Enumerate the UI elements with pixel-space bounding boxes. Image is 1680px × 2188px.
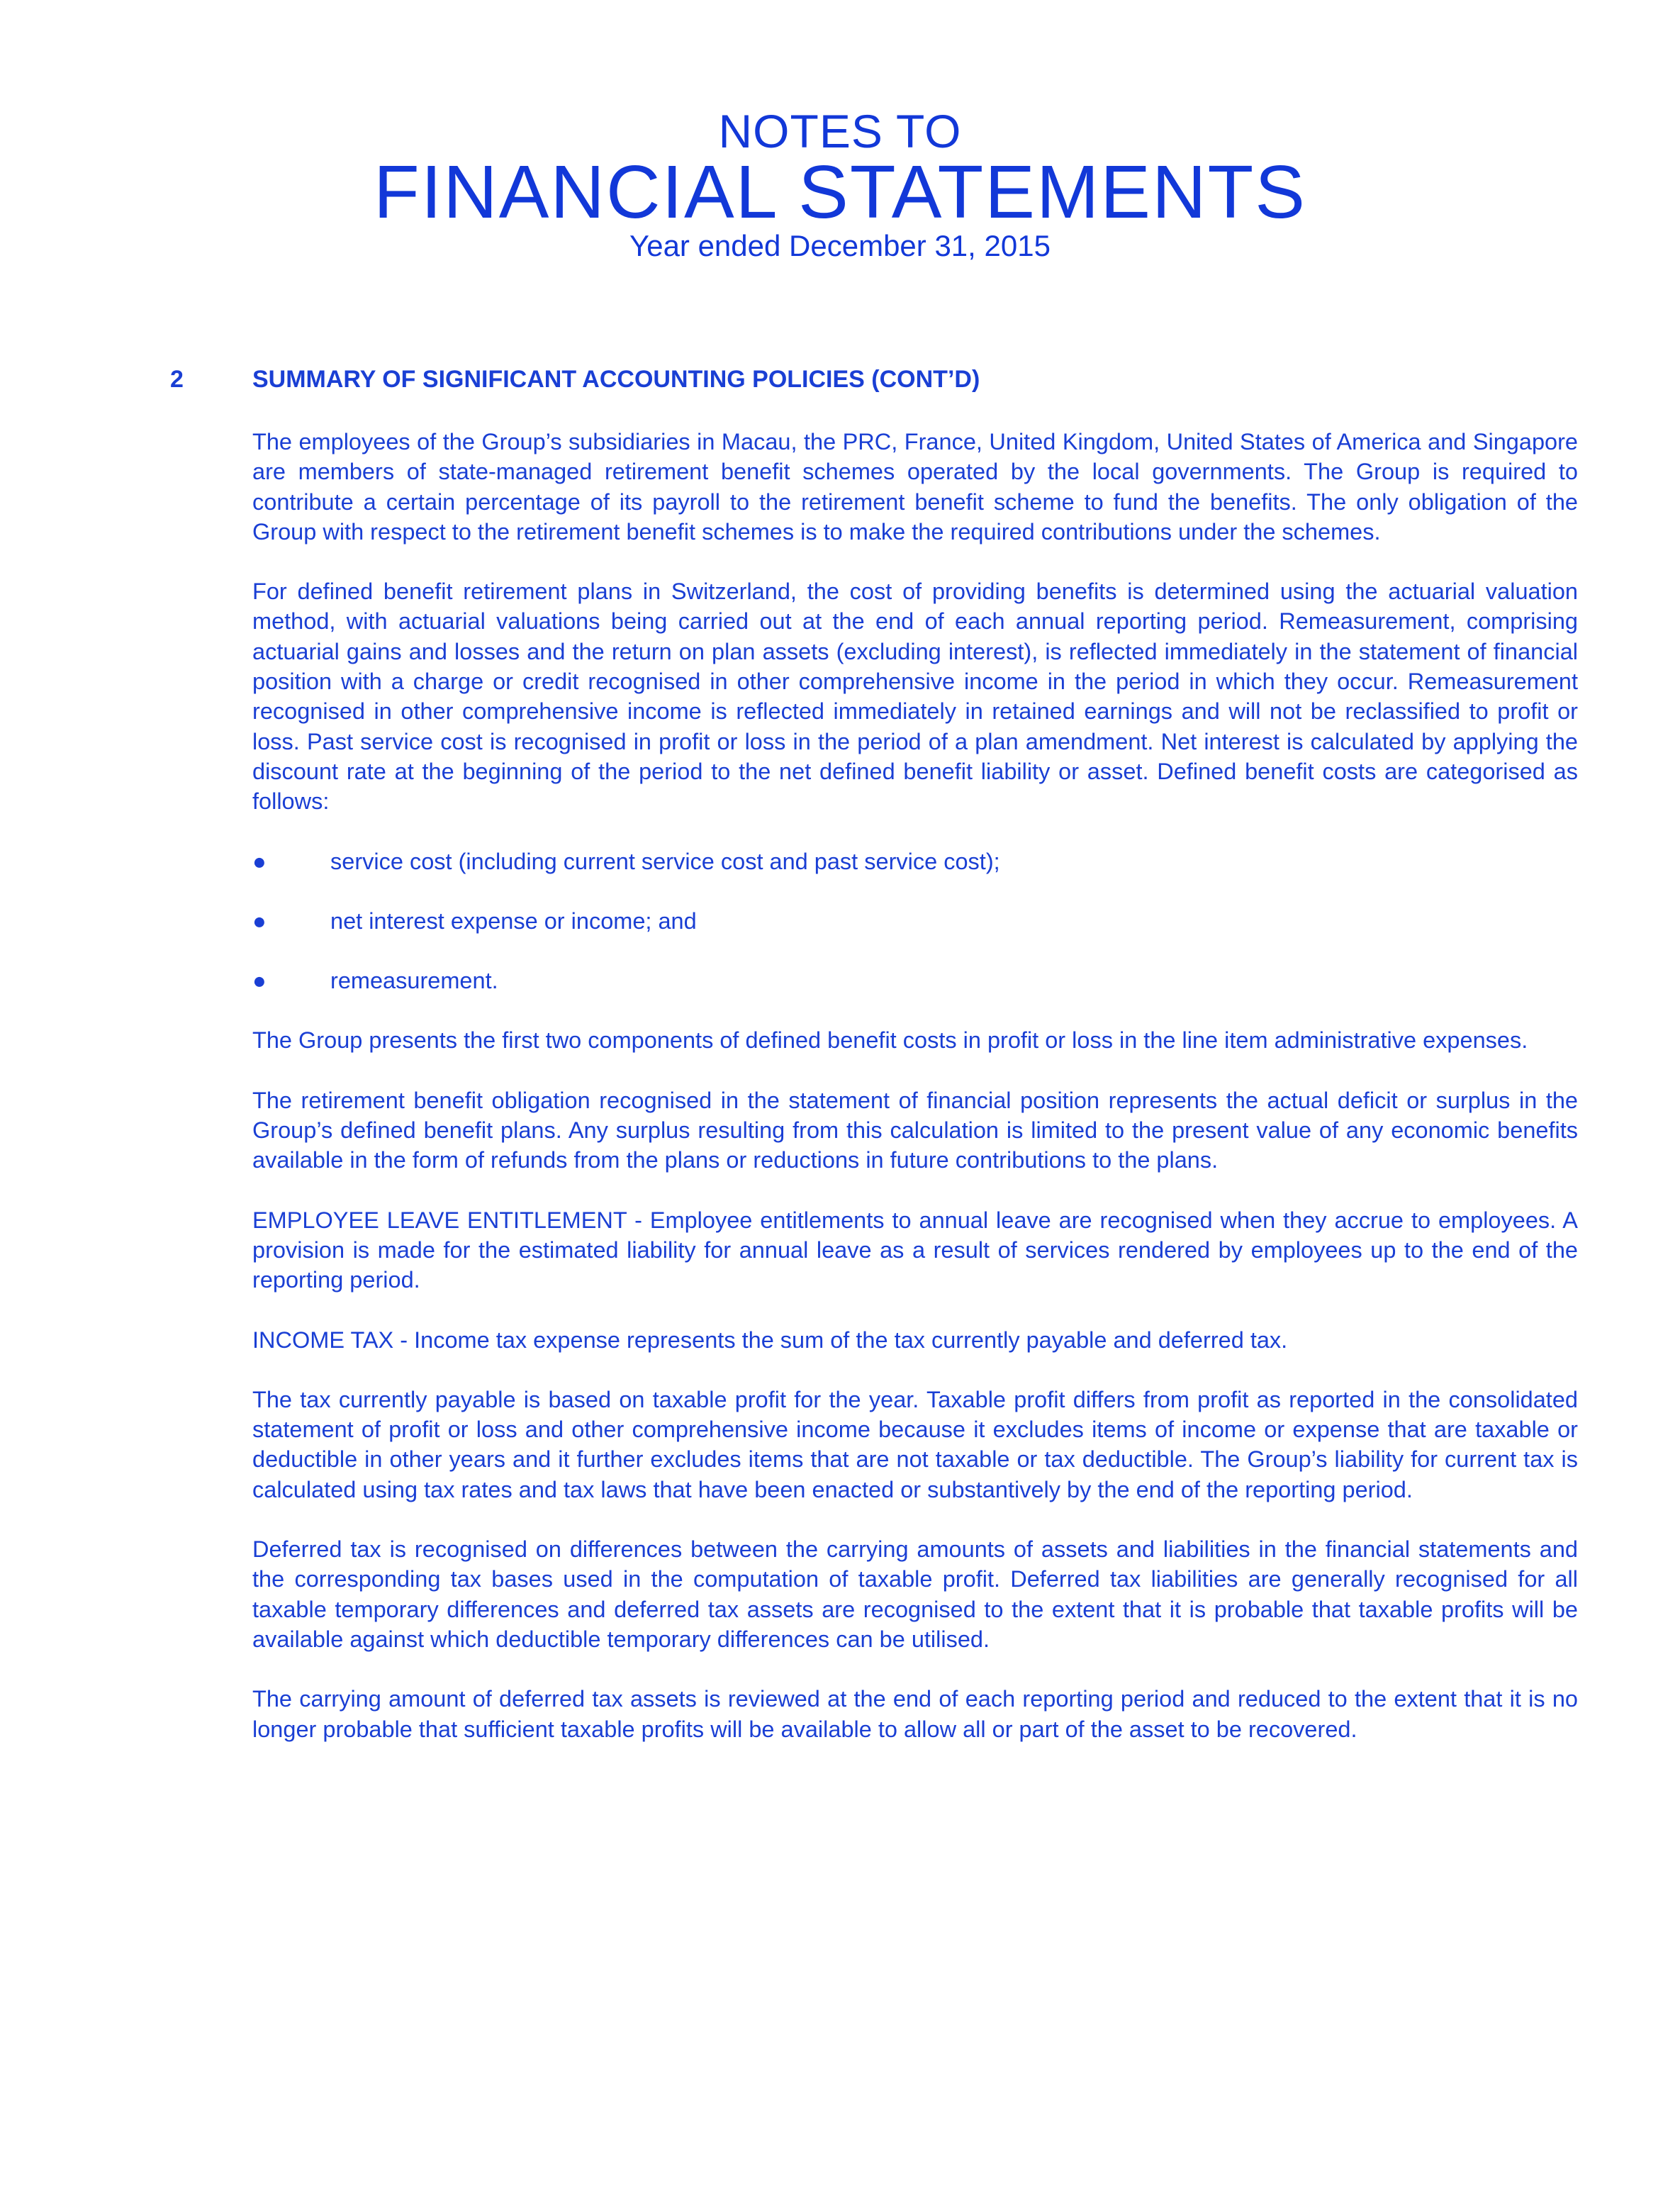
section-title: SUMMARY OF SIGNIFICANT ACCOUNTING POLICIES (CONT’D)	[252, 366, 980, 393]
benefit-costs-list	[252, 847, 1578, 996]
paragraph-deferred-tax-review: The carrying amount of deferred tax assets is reviewed at the end of each reporting period and reduced to the extent that it is no longer probable that sufficient taxable profits will be available to allow all or part of the asset to be recovered.	[252, 1686, 1578, 1742]
list-item	[252, 966, 1578, 995]
list-item-text: service cost (including current service cost and past service cost);	[330, 848, 1000, 874]
list-item-text: net interest expense or income; and	[330, 908, 697, 934]
paragraph-retirement-obligation: The retirement benefit obligation recognised in the statement of financial position represents the actual deficit or surplus in the Group’s defined benefit plans. Any surplus resulting from this calculation is limited to the present value of any economic benefits available in the form of refunds from the plans or reductions in future contributions to the plans.	[252, 1087, 1578, 1173]
section-body	[252, 427, 1578, 1774]
bullet-dot-icon: ●	[252, 848, 267, 874]
paragraph-current-tax: The tax currently payable is based on taxable profit for the year. Taxable profit differs from profit as reported in the consolidated statement of profit or loss and other comprehensive income because it excludes items of income or expense that are taxable or deductible in other years and it further excludes items that are not taxable or tax deductible. The Group’s liability for current tax is calculated using tax rates and tax laws that have been enacted or substantively by the end of the reporting period.	[252, 1386, 1578, 1502]
list-item-text: remeasurement.	[330, 968, 498, 994]
paragraph-defined-benefit-plans: For defined benefit retirement plans in Switzerland, the cost of providing benefits is determined using the actuarial valuation method, with actuarial valuations being carried out at the end of each annual reporting period. Remeasurement, comprising actuarial gains and losses and the return on plan assets (excluding interest), is reflected immediately in the statement of financial position with a charge or credit recognised in other comprehensive income in the period in which they occur. Remeasurement recognised in other comprehensive income is reflected immediately in retained earnings and will not be reclassified to profit or loss. Past service cost is recognised in profit or loss in the period of a plan amendment. Net interest is calculated by applying the discount rate at the beginning of the period to the net defined benefit liability or asset. Defined benefit costs are categorised as follows:	[252, 579, 1578, 815]
paragraph-components-presentation: The Group presents the first two components of defined benefit costs in profit or loss in the line item administrative expenses.	[252, 1027, 1528, 1054]
bullet-dot-icon: ●	[252, 968, 267, 994]
bullet-dot-icon: ●	[252, 908, 267, 934]
header-notes-to: NOTES TO	[718, 105, 962, 157]
list-item	[252, 847, 1578, 876]
page-title: FINANCIAL STATEMENTS	[373, 150, 1307, 234]
paragraph-employee-leave: EMPLOYEE LEAVE ENTITLEMENT - Employee entitlements to annual leave are recognised when they accrue to employees. A provision is made for the estimated liability for annual leave as a result of services rendered by employees up to the end of the reporting period.	[252, 1207, 1578, 1293]
paragraph-income-tax: INCOME TAX - Income tax expense represents the sum of the tax currently payable and deferred tax.	[252, 1327, 1288, 1353]
paragraph-retirement-schemes: The employees of the Group’s subsidiaries in Macau, the PRC, France, United Kingdom, United States of America and Singapore are members of state-managed retirement benefit schemes operated by the local governments. The Group is required to contribute a certain percentage of its payroll to the retirement benefit scheme to fund the benefits. The only obligation of the Group with respect to the retirement benefit schemes is to make the required contributions under the schemes.	[252, 429, 1578, 545]
list-item	[252, 906, 1578, 936]
page-subtitle: Year ended December 31, 2015	[629, 229, 1051, 262]
section-number: 2	[170, 366, 184, 393]
paragraph-deferred-tax: Deferred tax is recognised on differences between the carrying amounts of assets and liabilities in the financial statements and the corresponding tax bases used in the computation of taxable profit. Deferred tax liabilities are generally recognised for all taxable temporary differences and deferred tax assets are recognised to the extent that it is probable that taxable profits will be available against which deductible temporary differences can be utilised.	[252, 1536, 1578, 1652]
